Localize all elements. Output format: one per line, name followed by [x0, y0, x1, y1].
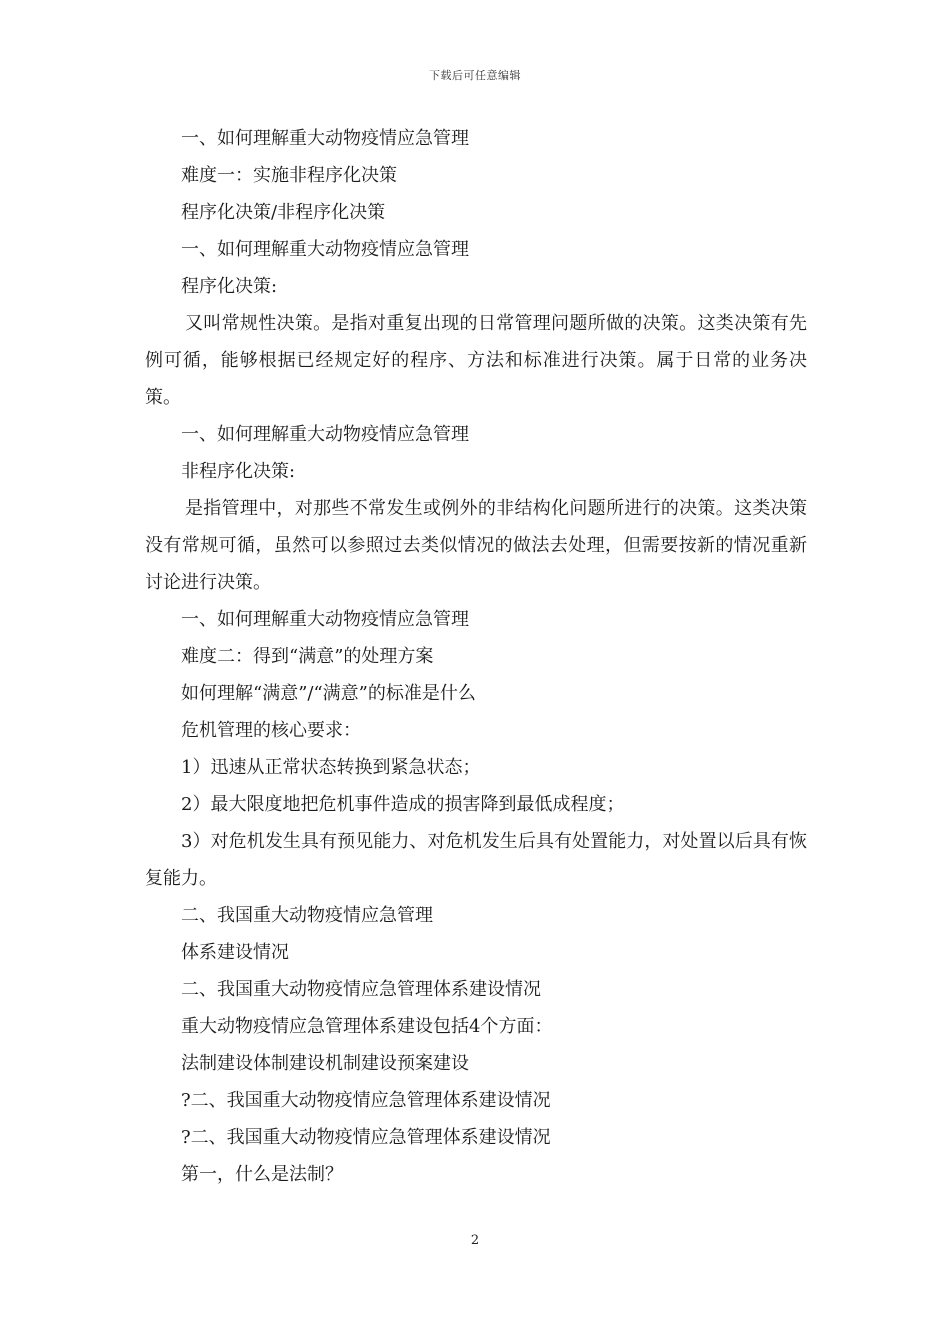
paragraph: 危机管理的核心要求：	[181, 720, 361, 741]
paragraph: 3）对危机发生具有预见能力、对危机发生后具有处置能力，对处置以后具有恢复能力。	[145, 831, 807, 889]
paragraph: 1）迅速从正常状态转换到紧急状态；	[181, 757, 481, 778]
paragraph: 是指管理中，对那些不常发生或例外的非结构化问题所进行的决策。这类决策没有常规可循，虽然可以参照过去类似情况的做法去处理，但需要按新的情况重新讨论进行决策。	[145, 498, 807, 593]
paragraph: 重大动物疫情应急管理体系建设包括4个方面：	[181, 1016, 553, 1037]
paragraph: 又叫常规性决策。是指对重复出现的日常管理问题所做的决策。这类决策有先例可循，能够根据已经规定好的程序、方法和标准进行决策。属于日常的业务决策。	[145, 313, 807, 408]
paragraph: 一、如何理解重大动物疫情应急管理	[181, 424, 469, 445]
paragraph: 一、如何理解重大动物疫情应急管理	[181, 128, 469, 149]
paragraph: 如何理解“满意”/“满意”的标准是什么	[181, 683, 476, 704]
document-body	[145, 120, 807, 1193]
paragraph: ?二、我国重大动物疫情应急管理体系建设情况	[181, 1127, 551, 1148]
paragraph: 非程序化决策:	[181, 461, 296, 482]
paragraph: 二、我国重大动物疫情应急管理体系建设情况	[181, 979, 541, 1000]
paragraph: 程序化决策:	[181, 276, 278, 297]
paragraph: 程序化决策/非程序化决策	[181, 202, 386, 223]
page-header: 下载后可任意编辑	[429, 69, 521, 82]
page-number: 2	[470, 1233, 480, 1248]
paragraph: 2）最大限度地把危机事件造成的损害降到最低成程度；	[181, 794, 625, 815]
paragraph: 第一，什么是法制？	[181, 1164, 343, 1185]
paragraph: 一、如何理解重大动物疫情应急管理	[181, 609, 469, 630]
paragraph: 难度二：得到“满意”的处理方案	[181, 646, 434, 667]
paragraph: 一、如何理解重大动物疫情应急管理	[181, 239, 469, 260]
paragraph: 二、我国重大动物疫情应急管理	[181, 905, 433, 926]
paragraph: 难度一：实施非程序化决策	[181, 165, 397, 186]
paragraph: 法制建设体制建设机制建设预案建设	[181, 1053, 469, 1074]
paragraph: ?二、我国重大动物疫情应急管理体系建设情况	[181, 1090, 551, 1111]
paragraph: 体系建设情况	[181, 942, 289, 963]
